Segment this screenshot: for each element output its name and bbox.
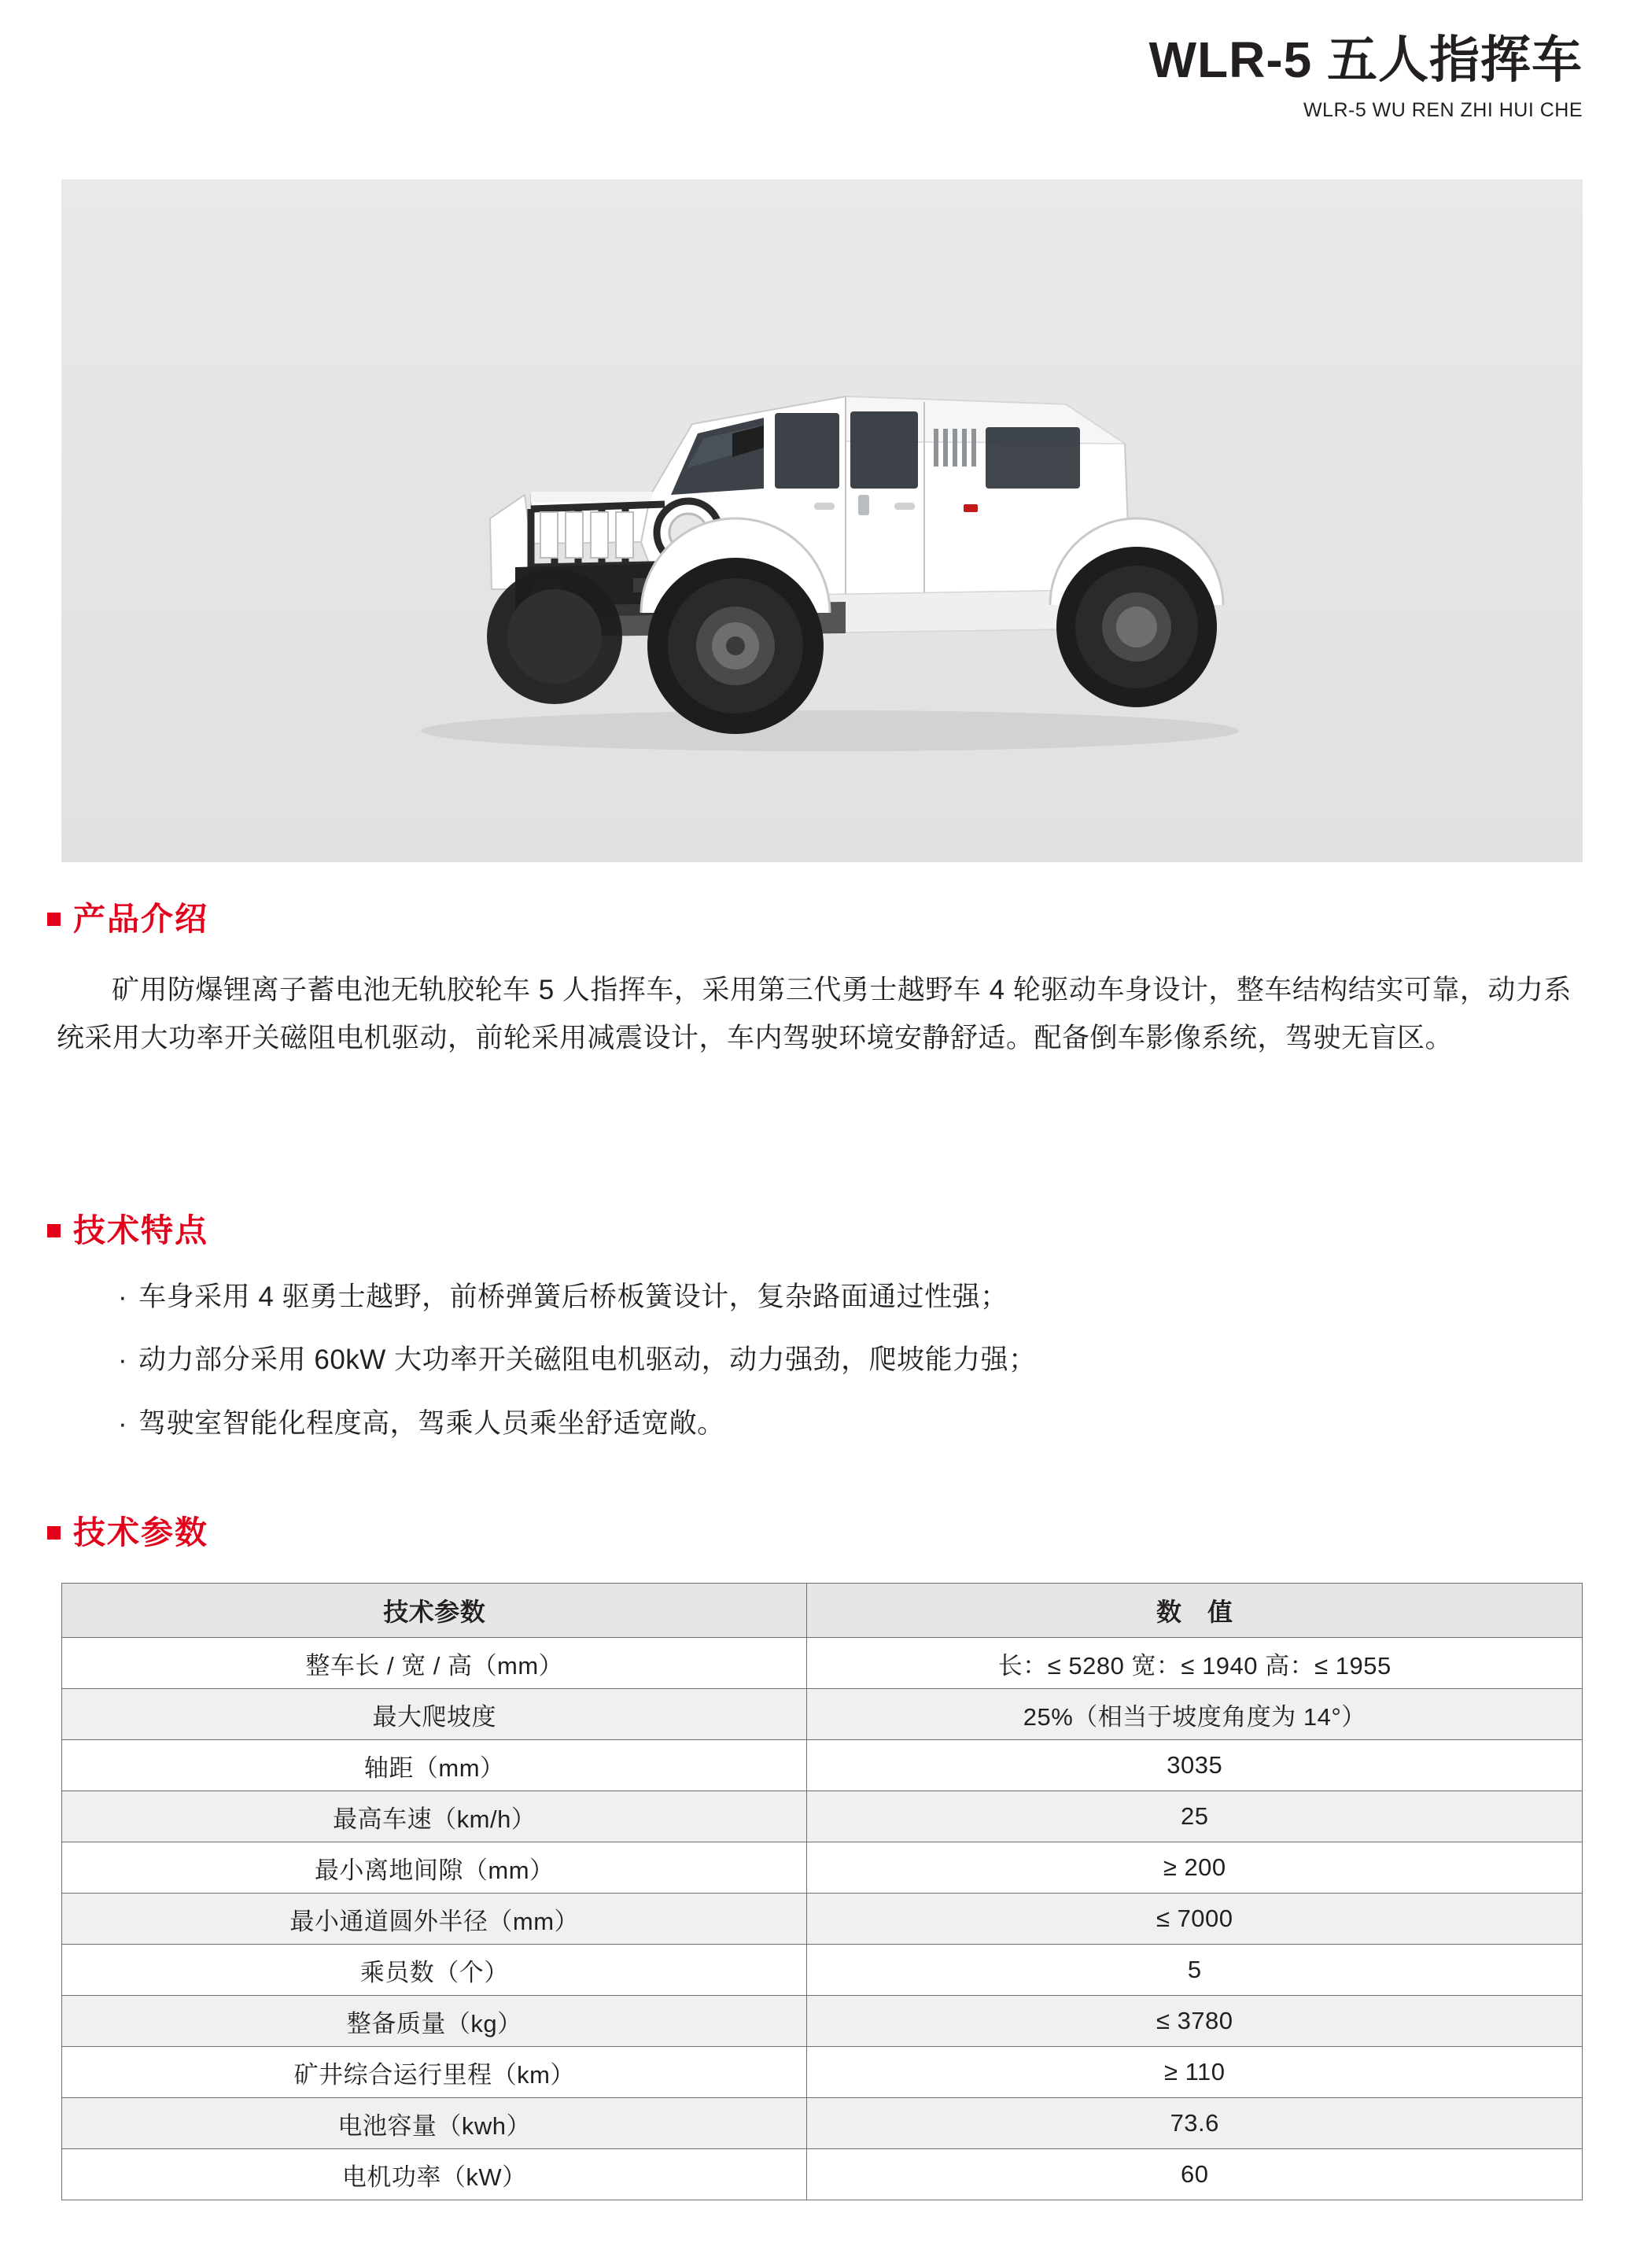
table-cell-value: 25%（相当于坡度角度为 14°）: [807, 1689, 1583, 1740]
bullet-square-icon: [47, 913, 61, 926]
table-cell-parameter: 最小通道圆外半径（mm）: [62, 1894, 807, 1945]
section-title-text: 产品介绍: [73, 901, 208, 937]
bullet-square-icon: [47, 1526, 61, 1540]
table-cell-value: 3035: [807, 1740, 1583, 1791]
table-header-cell-value: 数 值: [807, 1584, 1583, 1638]
feature-list: [118, 1276, 1597, 1466]
bullet-square-icon: [47, 1224, 61, 1237]
page-title: WLR-5 五人指挥车: [1148, 31, 1583, 88]
table-cell-parameter: 电池容量（kwh）: [62, 2098, 807, 2149]
section-heading-parameters: [47, 1514, 208, 1551]
table-cell-parameter: 整车长 / 宽 / 高（mm）: [62, 1638, 807, 1689]
list-item: [118, 1403, 1597, 1445]
list-item: [118, 1339, 1597, 1381]
table-cell-parameter: 最高车速（km/h）: [62, 1791, 807, 1842]
list-item: [118, 1276, 1597, 1318]
bullet-dot-icon: ·: [118, 1344, 128, 1376]
table-cell-parameter: 轴距（mm）: [62, 1740, 807, 1791]
table-cell-value: 5: [807, 1945, 1583, 1996]
table-cell-value: ≤ 3780: [807, 1996, 1583, 2047]
table-cell-parameter: 整备质量（kg）: [62, 1996, 807, 2047]
table-cell-parameter: 最大爬坡度: [62, 1689, 807, 1740]
parameters-table: [61, 1583, 1583, 2200]
section-heading-introduction: [47, 903, 208, 935]
table-row: [62, 1945, 1583, 1996]
table-cell-value: 60: [807, 2149, 1583, 2200]
section-heading-features: [47, 1212, 208, 1248]
table-row: [62, 1638, 1583, 1689]
table-row: [62, 1791, 1583, 1842]
table-row: [62, 2098, 1583, 2149]
table-row: [62, 1842, 1583, 1894]
table-cell-value: 25: [807, 1791, 1583, 1842]
table-row: [62, 1689, 1583, 1740]
table-cell-value: 73.6: [807, 2098, 1583, 2149]
table-row: [62, 1894, 1583, 1945]
table-cell-value: ≤ 7000: [807, 1894, 1583, 1945]
section-title-text: 技术特点: [73, 1212, 208, 1248]
table-row: [62, 2149, 1583, 2200]
table-header-cell-parameter: 技术参数: [62, 1584, 807, 1638]
table-cell-parameter: 乘员数（个）: [62, 1945, 807, 1996]
page-subtitle: WLR-5 WU REN ZHI HUI CHE: [1303, 98, 1583, 121]
list-item-label: 驾驶室智能化程度高，驾乘人员乘坐舒适宽敞。: [138, 1407, 725, 1439]
table-row: [62, 1740, 1583, 1791]
bullet-dot-icon: ·: [118, 1282, 128, 1312]
vehicle-illustration: [295, 259, 1349, 809]
table-row: [62, 1996, 1583, 2047]
bullet-dot-icon: ·: [118, 1407, 128, 1439]
table-cell-value: ≥ 110: [807, 2047, 1583, 2098]
table-cell-value: ≥ 200: [807, 1842, 1583, 1894]
product-photo: [61, 179, 1583, 862]
table-cell-value: 长：≤ 5280 宽：≤ 1940 高：≤ 1955: [807, 1638, 1583, 1689]
list-item-label: 车身采用 4 驱勇士越野，前桥弹簧后桥板簧设计，复杂路面通过性强；: [138, 1282, 1008, 1312]
list-item-label: 动力部分采用 60kW 大功率开关磁阻电机驱动，动力强劲，爬坡能力强；: [138, 1344, 1037, 1376]
table-cell-parameter: 矿井综合运行里程（km）: [62, 2047, 807, 2098]
introduction-paragraph: 矿用防爆锂离子蓄电池无轨胶轮车 5 人指挥车，采用第三代勇士越野车 4 轮驱动车身设计，整车结构结实可靠，动力系统采用大功率开关磁阻电机驱动，前轮采用减震设计，车内驾驶环境安静舒适。配备倒车影像系统，驾驶无盲区。: [57, 975, 1572, 1054]
table-cell-parameter: 电机功率（kW）: [62, 2149, 807, 2200]
table-header-row: [62, 1584, 1583, 1638]
document-header: [1149, 31, 1583, 122]
section-title-text: 技术参数: [73, 1514, 208, 1551]
table-row: [62, 2047, 1583, 2098]
table-cell-parameter: 最小离地间隙（mm）: [62, 1842, 807, 1894]
